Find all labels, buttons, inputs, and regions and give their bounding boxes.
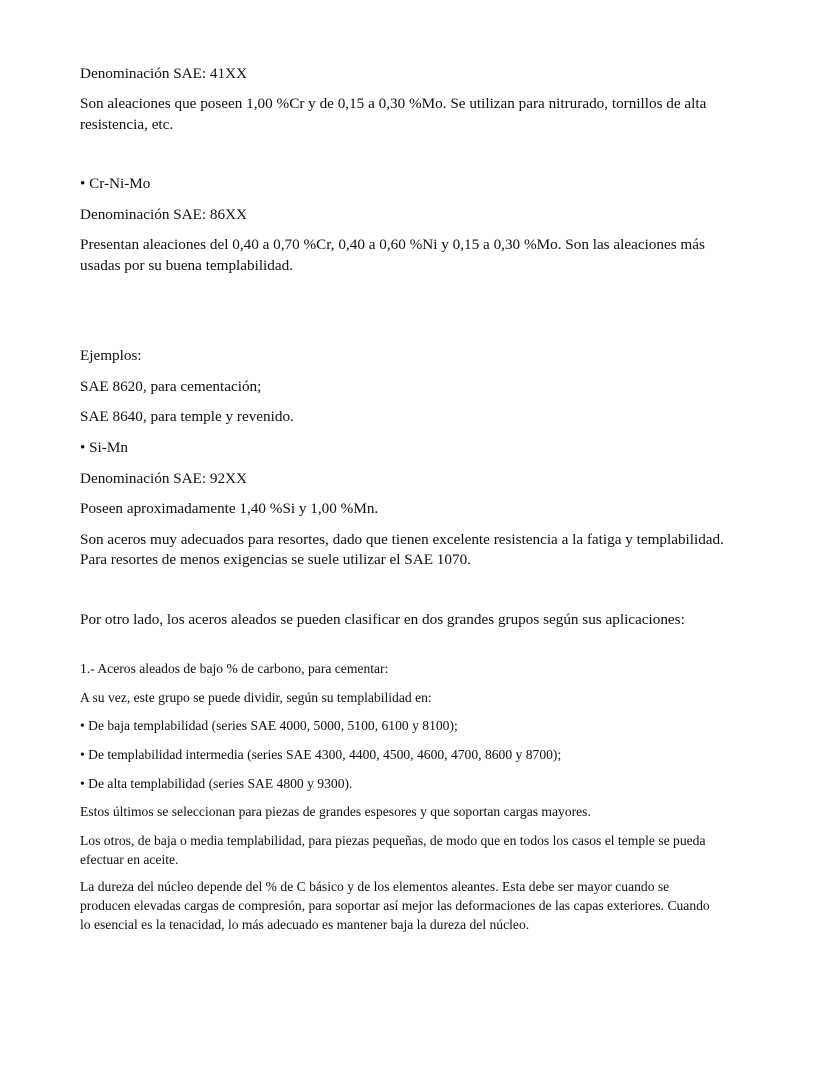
example-item: SAE 8620, para cementación; (80, 378, 262, 395)
templability-bullet-intermediate: • De templabilidad intermedia (series SAE 4300, 4400, 4500, 4600, 4700, 8600 y 8700); (80, 747, 562, 762)
sae-86xx-description-line-1: Presentan aleaciones del 0,40 a 0,70 %Cr, 0,40 a 0,60 %Ni y 0,15 a 0,30 %Mo. Son las aleaciones más (80, 236, 705, 253)
sae-86xx-designation: Denominación SAE: 86XX (80, 206, 248, 223)
templability-bullet-high: • De alta templabilidad (series SAE 4800 y 9300). (80, 776, 353, 791)
hardness-line-1: La dureza del núcleo depende del % de C básico y de los elementos aleantes. Esta debe ser mayor cuando se (80, 879, 670, 894)
sae-41xx-designation: Denominación SAE: 41XX (80, 65, 248, 82)
examples-heading: Ejemplos: (80, 347, 142, 364)
classification-intro: Por otro lado, los aceros aleados se pueden clasificar en dos grandes grupos según sus aplicaciones: (80, 611, 685, 628)
templability-bullet-low: • De baja templabilidad (series SAE 4000, 5000, 5100, 6100 y 8100); (80, 718, 458, 733)
note-high-templability: Estos últimos se seleccionan para piezas de grandes espesores y que soportan cargas mayores. (80, 804, 591, 819)
simn-bullet: • Si-Mn (80, 439, 128, 456)
sae-92xx-description-line-2: Para resortes de menos exigencias se suele utilizar el SAE 1070. (80, 551, 471, 568)
sae-86xx-description-line-2: usadas por su buena templabilidad. (80, 257, 293, 274)
group-low-carbon-subtitle: A su vez, este grupo se puede dividir, según su templabilidad en: (80, 690, 432, 705)
sae-92xx-description-line-1: Son aceros muy adecuados para resortes, dado que tienen excelente resistencia a la fatiga y templabilidad. (80, 531, 724, 548)
note-others-line-2: efectuar en aceite. (80, 852, 179, 867)
hardness-line-2: producen elevadas cargas de compresión, para soportar así mejor las deformaciones de las capas exteriores. Cuando (80, 898, 710, 913)
sae-92xx-composition: Poseen aproximadamente 1,40 %Si y 1,00 %Mn. (80, 500, 379, 517)
note-others-line-1: Los otros, de baja o media templabilidad, para piezas pequeñas, de modo que en todos los casos el temple se pueda (80, 833, 706, 848)
sae-41xx-description-line-2: resistencia, etc. (80, 116, 174, 133)
group-low-carbon-title: 1.- Aceros aleados de bajo % de carbono, para cementar: (80, 661, 389, 676)
sae-41xx-description-line-1: Son aleaciones que poseen 1,00 %Cr y de 0,15 a 0,30 %Mo. Se utilizan para nitrurado, tornillos de alta (80, 95, 707, 112)
crnimo-bullet: • Cr-Ni-Mo (80, 175, 151, 192)
hardness-line-3: lo esencial es la tenacidad, lo más adecuado es mantener baja la dureza del núcleo. (80, 917, 530, 932)
example-item: SAE 8640, para temple y revenido. (80, 408, 294, 425)
sae-92xx-designation: Denominación SAE: 92XX (80, 470, 248, 487)
